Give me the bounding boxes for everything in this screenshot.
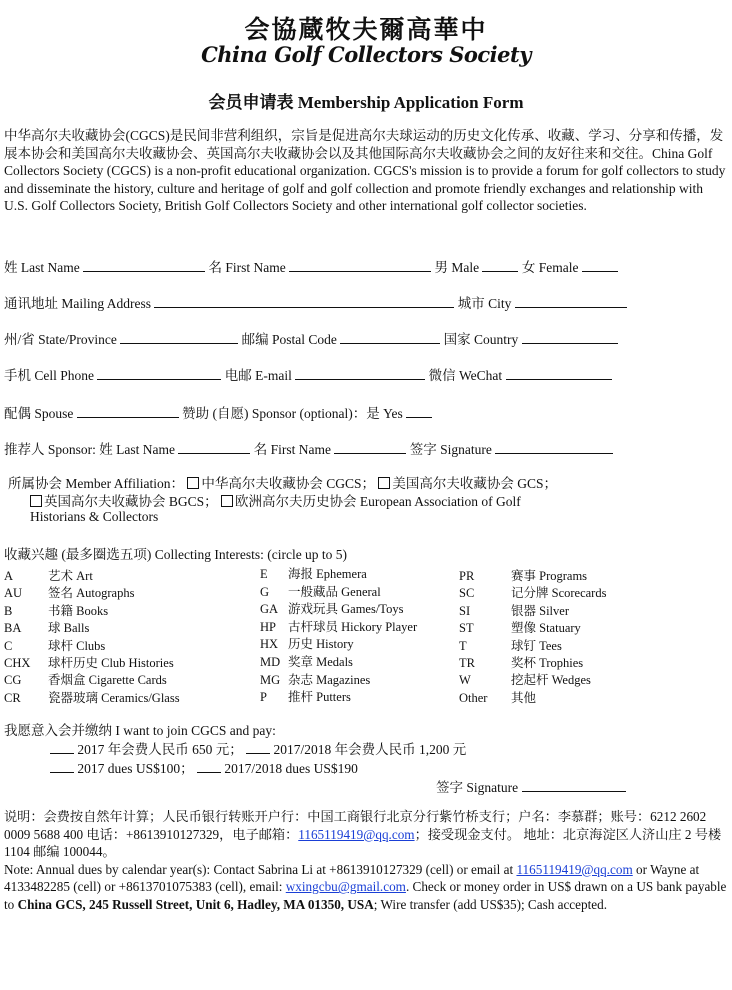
cgcs-label: 中华高尔夫收藏协会 CGCS；: [201, 476, 376, 491]
society-english-title: China Golf Collectors Society: [201, 42, 531, 67]
first-name-label: 名 First Name: [208, 260, 286, 275]
contact-row: [4, 364, 612, 384]
interest-item[interactable]: [4, 688, 180, 706]
affiliation-row-2: [30, 490, 521, 510]
note-en-2: or Wayne at 4133482285 (cell) or +8613701075383 (cell), email:: [4, 861, 700, 895]
referrer-last-name-label: 推荐人 Sponsor: 姓 Last Name: [4, 442, 175, 457]
name-row: [4, 256, 618, 276]
sponsor-optional-label: 赞助 (自愿) Sponsor (optional)：是 Yes: [182, 406, 403, 421]
interest-label: 书籍 Books: [48, 603, 109, 618]
interest-code: BA: [4, 621, 22, 636]
interest-code: TR: [459, 656, 475, 670]
dues-usd-2017-blank[interactable]: [50, 759, 74, 773]
interest-item[interactable]: [4, 670, 167, 688]
intro-paragraph: [4, 127, 728, 215]
interest-code: SC: [459, 586, 475, 601]
dues-signature-label: 签字 Signature: [436, 780, 519, 795]
affiliation-row-3: Historians & Collectors: [30, 509, 159, 524]
state-label: 州/省 State/Province: [4, 332, 117, 347]
mailing-address-label: 通讯地址 Mailing Address: [4, 296, 151, 311]
female-label: 女 Female: [521, 260, 579, 275]
eahgc-checkbox[interactable]: [221, 495, 233, 507]
male-field[interactable]: [482, 258, 518, 272]
interest-item[interactable]: [4, 601, 108, 619]
dues-usd-row: [50, 757, 358, 777]
interest-code: CR: [4, 690, 21, 705]
referrer-row: [4, 438, 613, 458]
spouse-label: 配偶 Spouse: [4, 406, 74, 421]
spouse-row: [4, 402, 432, 422]
interest-label: 香烟盒 Cigarette Cards: [48, 673, 167, 688]
referrer-signature-field[interactable]: [495, 440, 613, 454]
interest-item[interactable]: [4, 636, 105, 654]
bgcs-label: 英国高尔夫收藏协会 BGCS；: [44, 494, 218, 509]
dues-rmb-row: [50, 738, 466, 758]
interest-label: 杂志 Magazines: [288, 672, 371, 687]
interest-item[interactable]: [459, 566, 587, 584]
interest-label: 挖起杆 Wedges: [511, 673, 591, 688]
wechat-field[interactable]: [506, 366, 612, 380]
interest-code: T: [459, 638, 467, 653]
interest-code: C: [4, 638, 13, 653]
interest-item[interactable]: [4, 653, 174, 671]
eahgc-label: 欧洲高尔夫历史协会 European Association of Golf: [235, 494, 521, 509]
interest-item[interactable]: [459, 583, 606, 601]
interest-code: PR: [459, 569, 475, 583]
interest-item[interactable]: [260, 599, 403, 617]
interest-label: 历史 History: [288, 637, 354, 652]
gcs-label: 美国高尔夫收藏协会 GCS；: [392, 476, 558, 491]
cgcs-checkbox[interactable]: [187, 477, 199, 489]
interest-label: 其他: [511, 690, 537, 705]
interest-item[interactable]: [4, 618, 89, 636]
dues-usd-2017-label: 2017 dues US$100；: [77, 761, 194, 776]
interest-item[interactable]: [459, 618, 581, 636]
dues-usd-2017-2018-label: 2017/2018 dues US$190: [224, 761, 358, 776]
interest-item[interactable]: [459, 670, 591, 688]
affiliation-row-1: [8, 472, 557, 492]
dues-rmb-2017-label: 2017 年会费人民币 650 元；: [77, 742, 243, 757]
city-label: 城市 City: [457, 296, 512, 311]
dues-signature-field[interactable]: [522, 778, 626, 792]
interest-item[interactable]: [260, 582, 381, 600]
note-cn-2: ；接受现金支付。 地址：北京海淀区人济山庄 2 号楼 1104 邮编 100044。: [4, 826, 722, 860]
dues-rmb-2017-2018-blank[interactable]: [246, 740, 270, 754]
female-field[interactable]: [582, 258, 618, 272]
payee-address: China GCS, 245 Russell Street, Unit 6, Hadley, MA 01350, USA: [17, 896, 374, 912]
interest-label: 签名 Autographs: [48, 586, 135, 601]
email-link-2[interactable]: 1165119419@qq.com: [516, 861, 633, 877]
referrer-last-name-field[interactable]: [178, 440, 250, 454]
last-name-field[interactable]: [83, 258, 205, 272]
interest-code: CG: [4, 673, 22, 688]
male-label: 男 Male: [434, 260, 480, 275]
note-cn-1: 说明：会费按自然年计算；人民币银行转账开户行：中国工商银行北京分行紫竹桥支行；户名：李慕群；账号：6212 2602 0009 5688 400 电话：+8613910127329，电子邮箱：: [4, 809, 707, 842]
interest-label: 奖章 Medals: [288, 655, 353, 669]
interest-item[interactable]: [4, 566, 93, 584]
interest-label: 瓷器玻璃 Ceramics/Glass: [48, 690, 180, 705]
interest-code: A: [4, 569, 14, 583]
interest-label: 球杆历史 Club Histories: [48, 656, 174, 670]
interest-label: 银器 Silver: [511, 603, 569, 618]
state-row: [4, 328, 618, 348]
interest-label: 游戏玩具 Games/Toys: [288, 602, 404, 617]
last-name-label: 姓 Last Name: [4, 260, 80, 275]
intro-english: China Golf Collectors Society (CGCS) is a non-profit educational organization. CGCS's mission is to provide a forum for golf collectors to study and disseminate the history, culture and heritage of golf and golf collection and promote friendly exchanges and relationship with U.S. Golf Collectors Society, British Golf Collectors Society and other international golf collector societies.: [4, 145, 726, 213]
dues-rmb-2017-blank[interactable]: [50, 740, 74, 754]
first-name-field[interactable]: [289, 258, 431, 272]
interest-label: 球 Balls: [48, 621, 90, 636]
spouse-field[interactable]: [77, 404, 179, 418]
postal-code-label: 邮编 Postal Code: [241, 332, 337, 347]
interest-label: 球钉 Tees: [511, 638, 562, 653]
interest-code: HX: [260, 637, 279, 652]
email-field[interactable]: [295, 366, 425, 380]
email-link-3[interactable]: wxingcbu@gmail.com: [285, 879, 406, 895]
interest-item[interactable]: [260, 687, 351, 705]
interest-code: ST: [459, 621, 474, 636]
interest-code: Other: [459, 690, 488, 705]
interest-label: 赛事 Programs: [511, 569, 588, 583]
interest-code: P: [260, 690, 267, 705]
interest-code: G: [260, 584, 270, 599]
gcs-checkbox[interactable]: [378, 477, 390, 489]
interest-label: 记分牌 Scorecards: [511, 586, 607, 601]
interest-item[interactable]: [260, 634, 354, 652]
payment-notes: [4, 808, 728, 914]
interest-label: 推杆 Putters: [288, 690, 351, 705]
interest-code: GA: [260, 602, 279, 617]
cell-phone-field[interactable]: [97, 366, 221, 380]
interest-item[interactable]: [260, 652, 353, 670]
interest-code: AU: [4, 586, 23, 601]
postal-code-field[interactable]: [340, 330, 440, 344]
interest-item[interactable]: [459, 636, 562, 654]
society-chinese-title: 会協蔵牧夫爾高華中: [244, 17, 488, 44]
email-link-1[interactable]: 1165119419@qq.com: [298, 826, 415, 842]
interest-code: CHX: [4, 656, 31, 670]
dues-signature-row: [436, 776, 626, 796]
country-label: 国家 Country: [443, 332, 519, 347]
dues-label: 我愿意入会并缴纳 I want to join CGCS and pay:: [4, 723, 276, 738]
note-en-4: ; Wire transfer (add US$35); Cash accepted.: [373, 896, 608, 912]
interest-label: 古杆球员 Hickory Player: [288, 619, 418, 634]
affiliation-label: 所属协会 Member Affiliation：: [8, 476, 184, 491]
interest-label: 一般藏品 General: [288, 584, 381, 599]
state-field[interactable]: [120, 330, 238, 344]
email-label: 电邮 E-mail: [224, 368, 292, 383]
interest-code: W: [459, 673, 471, 688]
dues-usd-2017-2018-blank[interactable]: [197, 759, 221, 773]
interests-column-3: [459, 566, 659, 706]
country-field[interactable]: [522, 330, 618, 344]
interest-item[interactable]: [459, 653, 583, 671]
interests-label: 收藏兴趣 (最多圈选五项) Collecting Interests: (circle up to 5): [4, 547, 348, 562]
interests-column-1: [4, 566, 254, 706]
interest-label: 球杆 Clubs: [48, 638, 106, 653]
referrer-first-name-field[interactable]: [334, 440, 406, 454]
interests-column-2: [260, 564, 460, 704]
bgcs-checkbox[interactable]: [30, 495, 42, 507]
referrer-signature-label: 签字 Signature: [409, 442, 492, 457]
referrer-first-name-label: 名 First Name: [253, 442, 331, 457]
interest-item[interactable]: [260, 617, 417, 635]
form-title: 会员申请表 Membership Application Form: [208, 93, 524, 112]
interest-item[interactable]: [4, 583, 134, 601]
interest-item[interactable]: [459, 688, 536, 706]
address-row: [4, 292, 627, 312]
intro-chinese: 中华高尔夫收藏协会(CGCS)是民间非营利组织，宗旨是促进高尔夫球运动的历史文化传承、收藏、学习、分享和传播，发展本协会和美国高尔夫收藏协会、英国高尔夫收藏协会以及其他国际高尔夫收藏协会之间的友好往来和交往。: [4, 128, 724, 161]
interest-label: 塑像 Statuary: [511, 621, 581, 636]
interest-code: B: [4, 603, 13, 618]
interest-item[interactable]: [459, 601, 569, 619]
dues-rmb-2017-2018-label: 2017/2018 年会费人民币 1,200 元: [273, 742, 467, 757]
city-field[interactable]: [515, 294, 627, 308]
sponsor-yes-field[interactable]: [406, 404, 432, 418]
note-en-1: Note: Annual dues by calendar year(s): Contact Sabrina Li at +8613910127329 (cell) or email at: [4, 861, 517, 877]
interest-code: HP: [260, 619, 276, 634]
interest-label: 奖杯 Trophies: [511, 656, 584, 670]
interest-item[interactable]: [260, 564, 367, 582]
cell-phone-label: 手机 Cell Phone: [4, 368, 94, 383]
interest-label: 艺术 Art: [48, 569, 93, 583]
interest-code: SI: [459, 603, 471, 618]
wechat-label: 微信 WeChat: [428, 368, 503, 383]
interest-code: E: [260, 567, 268, 581]
interest-label: 海报 Ephemera: [288, 567, 367, 581]
mailing-address-field[interactable]: [154, 294, 454, 308]
note-en-3: . Check or money order in US$ drawn on a US bank payable to: [4, 879, 727, 912]
interest-code: MD: [260, 655, 281, 669]
interest-code: MG: [260, 672, 281, 687]
interest-item[interactable]: [260, 670, 370, 688]
